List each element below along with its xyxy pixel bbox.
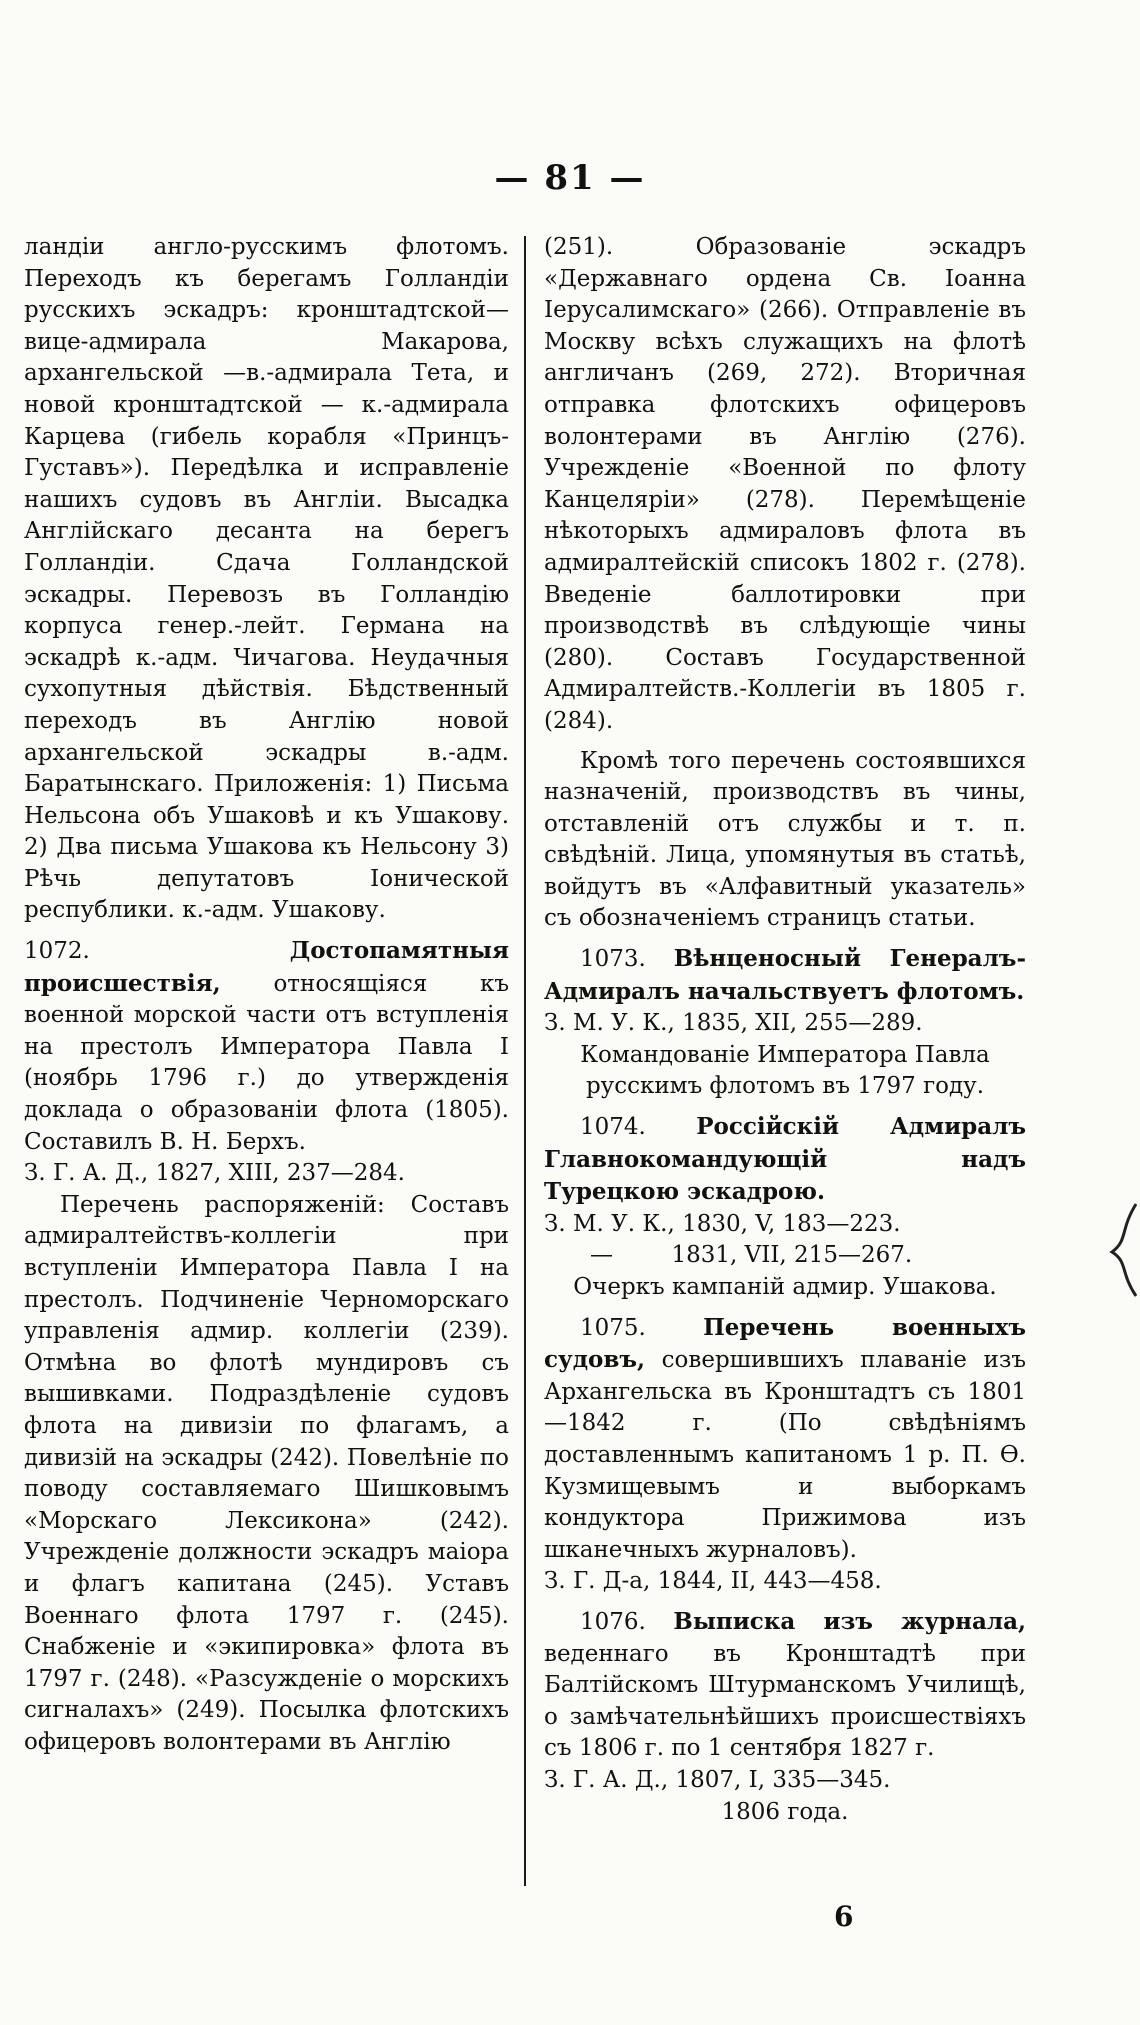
entry-number: 1075. (580, 1314, 646, 1341)
entry-source: З. М. У. К., 1830, V, 183—223. (544, 1210, 901, 1237)
entry-source: З. М. У. К., 1835, XII, 255—289. (544, 1010, 923, 1037)
entry-body: Очеркъ кампаній адмир. Ушакова. (573, 1274, 997, 1300)
entry-1076-heading (544, 1606, 1026, 1765)
entry-source: З. Г. А. Д., 1827, XIII, 237—284. (24, 1160, 405, 1187)
column-divider (524, 236, 526, 1886)
entry-description: относящіяся къ военной морской части отъ вступленія на престолъ Императора Павла I (ноябрь 1796 г.) до утвержденія доклада о образованіи флота (1805). Составилъ В. Н. Берхъ. (24, 970, 509, 1155)
entry-number: 1074. (580, 1114, 646, 1141)
entry-source: З. Г. Д-а, 1844, II, 443—458. (544, 1568, 882, 1595)
entry-body: Командованіе Императора Павла русскимъ флотомъ въ 1797 году. (580, 1041, 990, 1100)
margin-bracket-icon (1106, 1200, 1140, 1300)
entry-number: 1073. (580, 946, 646, 973)
entry-1072-heading (24, 935, 509, 1158)
entry-1072-continuation: (251). Образованіе эскадръ «Державнаго ордена Св. Іоанна Іерусалимскаго» (266). Отправленіе въ Москву всѣхъ служащихъ на флотѣ англичанъ (269, 272). Вторичная отправка флотскихъ офицеровъ волонтерами въ Англію (276). Учрежденіе «Военной по флоту Канцеляріи» (278). Перемѣщеніе нѣкоторыхъ адмираловъ флота въ адмиралтейскій списокъ 1802 г. (278). Введеніе баллотировки при производствѣ въ слѣдующіе чины (280). Составъ Государственной Адмиралтейств.-Коллегіи въ 1805 г. (284). (544, 234, 1026, 734)
entry-source-continued: — 1831, VII, 215—267. (590, 1242, 913, 1269)
entry-title: Выписка изъ журнала, (673, 1607, 1027, 1635)
right-column (544, 232, 1026, 1828)
entry-body: Перечень распоряженій: Составъ адмиралтействъ-коллегіи при вступленіи Императора Павла I на престолъ. Подчиненіе Черноморскаго управленія адмир. коллегіи (239). Отмѣна во флотѣ мундировъ съ вышивками. Подраздѣленіе судовъ флота на дивизіи по флагамъ, а дивизій на эскадры (242). Повелѣніе по поводу составляемаго Шишковымъ «Морскаго Лексикона» (242). Учрежденіе должности эскадръ маіора и флагъ капитана (245). Уставъ Военнаго флота 1797 г. (245). Снабженіе и «экипировка» флота въ 1797 г. (248). «Разсужденіе о морскихъ сигналахъ» (249). Посылка флотскихъ офицеровъ волонтерами въ Англію (24, 1191, 509, 1755)
entry-description: веденнаго въ Кронштадтѣ при Балтійскомъ Штурманскомъ Училищѣ, о замѣчательнѣйшихъ происшествіяхъ съ 1806 г. по 1 сентября 1827 г. (544, 1640, 1026, 1762)
entry-1071-continuation: ландіи англо-русскимъ флотомъ. Переходъ къ берегамъ Голландіи русскихъ эскадръ: кронштадтской—вице-адмирала Макарова, архангельской —в.-адмирала Тета, и новой кронштадтской — к.-адмирала Карцева (гибель корабля «Принцъ-Густавъ»). Передѣлка и исправленіе нашихъ судовъ въ Англіи. Высадка Англійскаго десанта на берегъ Голландіи. Сдача Голландской эскадры. Перевозъ въ Голландію корпуса генер.-лейт. Германа на эскадрѣ к.-адм. Чичагова. Неудачныя сухопутныя дѣйствія. Бѣдственный переходъ въ Англію новой архангельской эскадры в.-адм. Баратынскаго. Приложенія: 1) Письма Нельсона объ Ушаковѣ и къ Ушакову. 2) Два письма Ушакова къ Нельсону 3) Рѣчь депутатовъ Іонической республики. к.-адм. Ушакову. (24, 234, 509, 924)
printer-signature: 6 (834, 1900, 854, 1933)
entry-description: совершившихъ плаваніе изъ Архангельска въ Кронштадтъ съ 1801—1842 г. (По свѣдѣніямъ доставленнымъ капитаномъ 1 р. П. Ѳ. Кузмищевымъ и выборкамъ кондуктора Прижимова изъ шканечныхъ журналовъ). (544, 1347, 1027, 1563)
entry-body: 1806 года. (721, 1798, 849, 1825)
left-column (24, 232, 509, 1759)
entry-number: 1072. (24, 938, 90, 965)
page-number: — 81 — (494, 158, 646, 198)
entry-number: 1076. (580, 1608, 646, 1635)
entry-source: З. Г. А. Д., 1807, I, 335—345. (544, 1766, 891, 1793)
entry-1072-note: Кромѣ того перечень состоявшихся назначеній, производствъ въ чины, отставленій отъ службы и т. п. свѣдѣній. Лица, упомянутыя въ статьѣ, войдутъ въ «Алфавитный указатель» съ обозначеніемъ страницъ статьи. (544, 747, 1026, 932)
entry-1074-heading (544, 1111, 1026, 1209)
entry-title: Перечень военныхъ судовъ, (544, 1313, 1027, 1374)
entry-1073-heading (544, 943, 1026, 1008)
entry-title: Россійскій Адмиралъ Главнокомандующій надъ Турецкою эскадрою. (544, 1113, 1026, 1206)
entry-1075-heading (544, 1312, 1026, 1567)
entry-title: Вѣнценосный Генералъ-Адмиралъ начальствуетъ флотомъ. (544, 945, 1026, 1005)
entry-title: Достопамятныя происшествія, (24, 937, 509, 997)
